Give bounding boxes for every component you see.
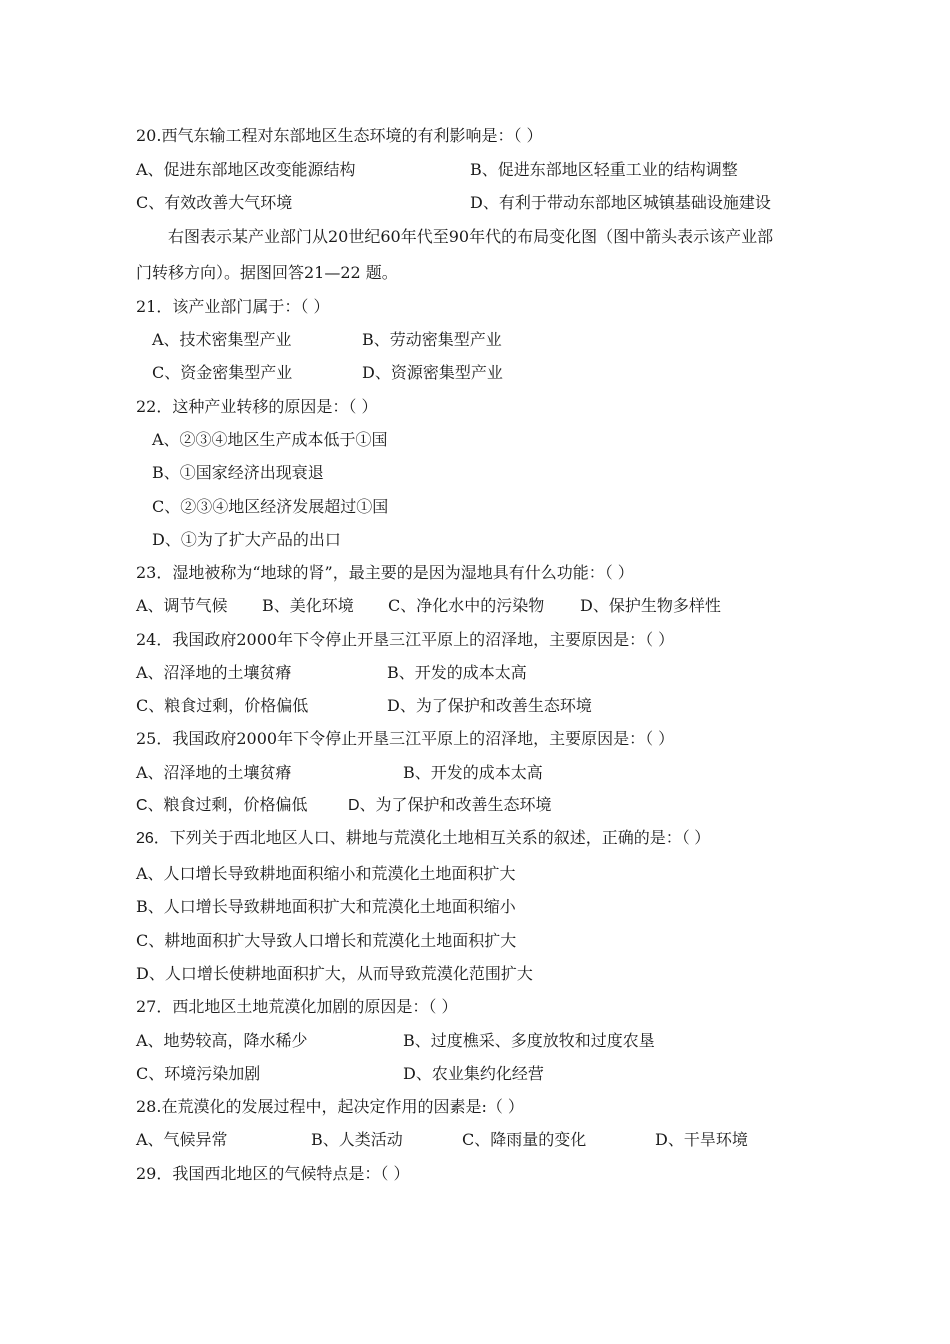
option-a: A、地势较高，降水稀少	[136, 1031, 308, 1050]
question-26-option-c	[0, 927, 950, 955]
option-a: A、人口增长导致耕地面积缩小和荒漠化土地面积扩大	[136, 864, 516, 883]
question-22-option-a	[0, 426, 950, 454]
option-c: C、耕地面积扩大导致人口增长和荒漠化土地面积扩大	[136, 931, 517, 950]
question-27	[0, 993, 950, 1021]
option-d: D、人口增长使耕地面积扩大，从而导致荒漠化范围扩大	[136, 964, 533, 983]
option-d: D、农业集约化经营	[403, 1064, 544, 1083]
option-c: C、粮食过剩，价格偏低	[136, 797, 308, 814]
option-b: B、美化环境	[262, 596, 354, 615]
option-d: D、有利于带动东部地区城镇基础设施建设	[470, 193, 771, 212]
question-25-options-row-1	[0, 759, 950, 787]
question-24-options-row-1	[0, 659, 950, 687]
question-24-options-row-2	[0, 692, 950, 720]
option-c: C、降雨量的变化	[462, 1130, 587, 1149]
option-d: D、①为了扩大产品的出口	[152, 530, 341, 549]
question-27-stem: 27．西北地区土地荒漠化加剧的原因是：（ ）	[136, 997, 458, 1016]
option-a: A、气候异常	[136, 1130, 228, 1149]
option-a: A、②③④地区生产成本低于①国	[152, 430, 388, 449]
question-26-option-d	[0, 960, 950, 988]
question-25	[0, 725, 950, 753]
question-22-option-b	[0, 459, 950, 487]
question-25-stem: 25．我国政府2000年下令停止开垦三江平原上的沼泽地，主要原因是：（ ）	[136, 729, 675, 748]
option-c: C、净化水中的污染物	[388, 596, 545, 615]
question-22-option-d	[0, 526, 950, 554]
question-21-options-row-2	[0, 359, 950, 387]
question-21-stem: 21．该产业部门属于：（ ）	[136, 297, 330, 316]
question-21-options-row-1	[0, 326, 950, 354]
question-28	[0, 1093, 950, 1121]
question-28-stem: 28.在荒漠化的发展过程中，起决定作用的因素是:（ ）	[136, 1097, 524, 1116]
question-22-option-c	[0, 493, 950, 521]
question-22	[0, 393, 950, 421]
intro-paragraph-line-1	[0, 223, 950, 251]
option-d: D、为了保护和改善生态环境	[387, 696, 592, 715]
option-d: D、保护生物多样性	[580, 596, 721, 615]
question-24-stem: 24．我国政府2000年下令停止开垦三江平原上的沼泽地，主要原因是：（ ）	[136, 630, 675, 649]
question-25-options-row-2	[0, 792, 950, 820]
option-b: B、劳动密集型产业	[362, 330, 502, 349]
option-b: B、过度樵采、多度放牧和过度农垦	[403, 1031, 655, 1050]
question-22-stem: 22．这种产业转移的原因是：（ ）	[136, 397, 378, 416]
question-27-options-row-1	[0, 1027, 950, 1055]
question-28-options	[0, 1126, 950, 1154]
option-b: B、开发的成本太高	[387, 663, 527, 682]
question-21	[0, 293, 950, 321]
option-a: A、沼泽地的土壤贫瘠	[136, 663, 292, 682]
question-20-options-row-2	[0, 189, 950, 217]
option-d: D、干旱环境	[655, 1130, 748, 1149]
question-23	[0, 559, 950, 587]
option-a: A、促进东部地区改变能源结构	[136, 160, 356, 179]
question-20	[0, 122, 950, 150]
question-26	[0, 825, 950, 853]
question-26-stem: 26．下列关于西北地区人口、耕地与荒漠化土地相互关系的叙述，正确的是：（ ）	[136, 830, 711, 847]
option-a: A、调节气候	[136, 596, 228, 615]
question-20-stem: 20.西气东输工程对东部地区生态环境的有利影响是：（ ）	[136, 126, 543, 145]
option-b: B、人类活动	[311, 1130, 403, 1149]
option-d: D、为了保护和改善生态环境	[348, 797, 552, 814]
option-b: B、①国家经济出现衰退	[152, 463, 324, 482]
question-23-stem: 23．湿地被称为“地球的肾”，最主要的是因为湿地具有什么功能：（ ）	[136, 563, 634, 582]
option-a: A、技术密集型产业	[152, 330, 292, 349]
option-b: B、开发的成本太高	[403, 763, 543, 782]
option-a: A、沼泽地的土壤贫瘠	[136, 763, 292, 782]
question-29	[0, 1160, 950, 1188]
option-c: C、环境污染加剧	[136, 1064, 261, 1083]
question-23-options	[0, 592, 950, 620]
intro-text-2: 门转移方向）。据图回答21—22 题。	[136, 263, 398, 282]
question-29-stem: 29．我国西北地区的气候特点是：（ ）	[136, 1164, 410, 1183]
question-26-option-b	[0, 893, 950, 921]
option-c: C、资金密集型产业	[152, 363, 293, 382]
option-d: D、资源密集型产业	[362, 363, 503, 382]
intro-text-1: 右图表示某产业部门从20世纪60年代至90年代的布局变化图（图中箭头表示该产业部	[168, 227, 774, 246]
question-24	[0, 626, 950, 654]
option-b: B、促进东部地区轻重工业的结构调整	[470, 160, 738, 179]
question-27-options-row-2	[0, 1060, 950, 1088]
option-c: C、粮食过剩，价格偏低	[136, 696, 309, 715]
option-c: C、②③④地区经济发展超过①国	[152, 497, 389, 516]
question-26-option-a	[0, 860, 950, 888]
option-c: C、有效改善大气环境	[136, 193, 293, 212]
intro-paragraph-line-2	[0, 259, 950, 287]
question-20-options-row-1	[0, 156, 950, 184]
option-b: B、人口增长导致耕地面积扩大和荒漠化土地面积缩小	[136, 897, 516, 916]
